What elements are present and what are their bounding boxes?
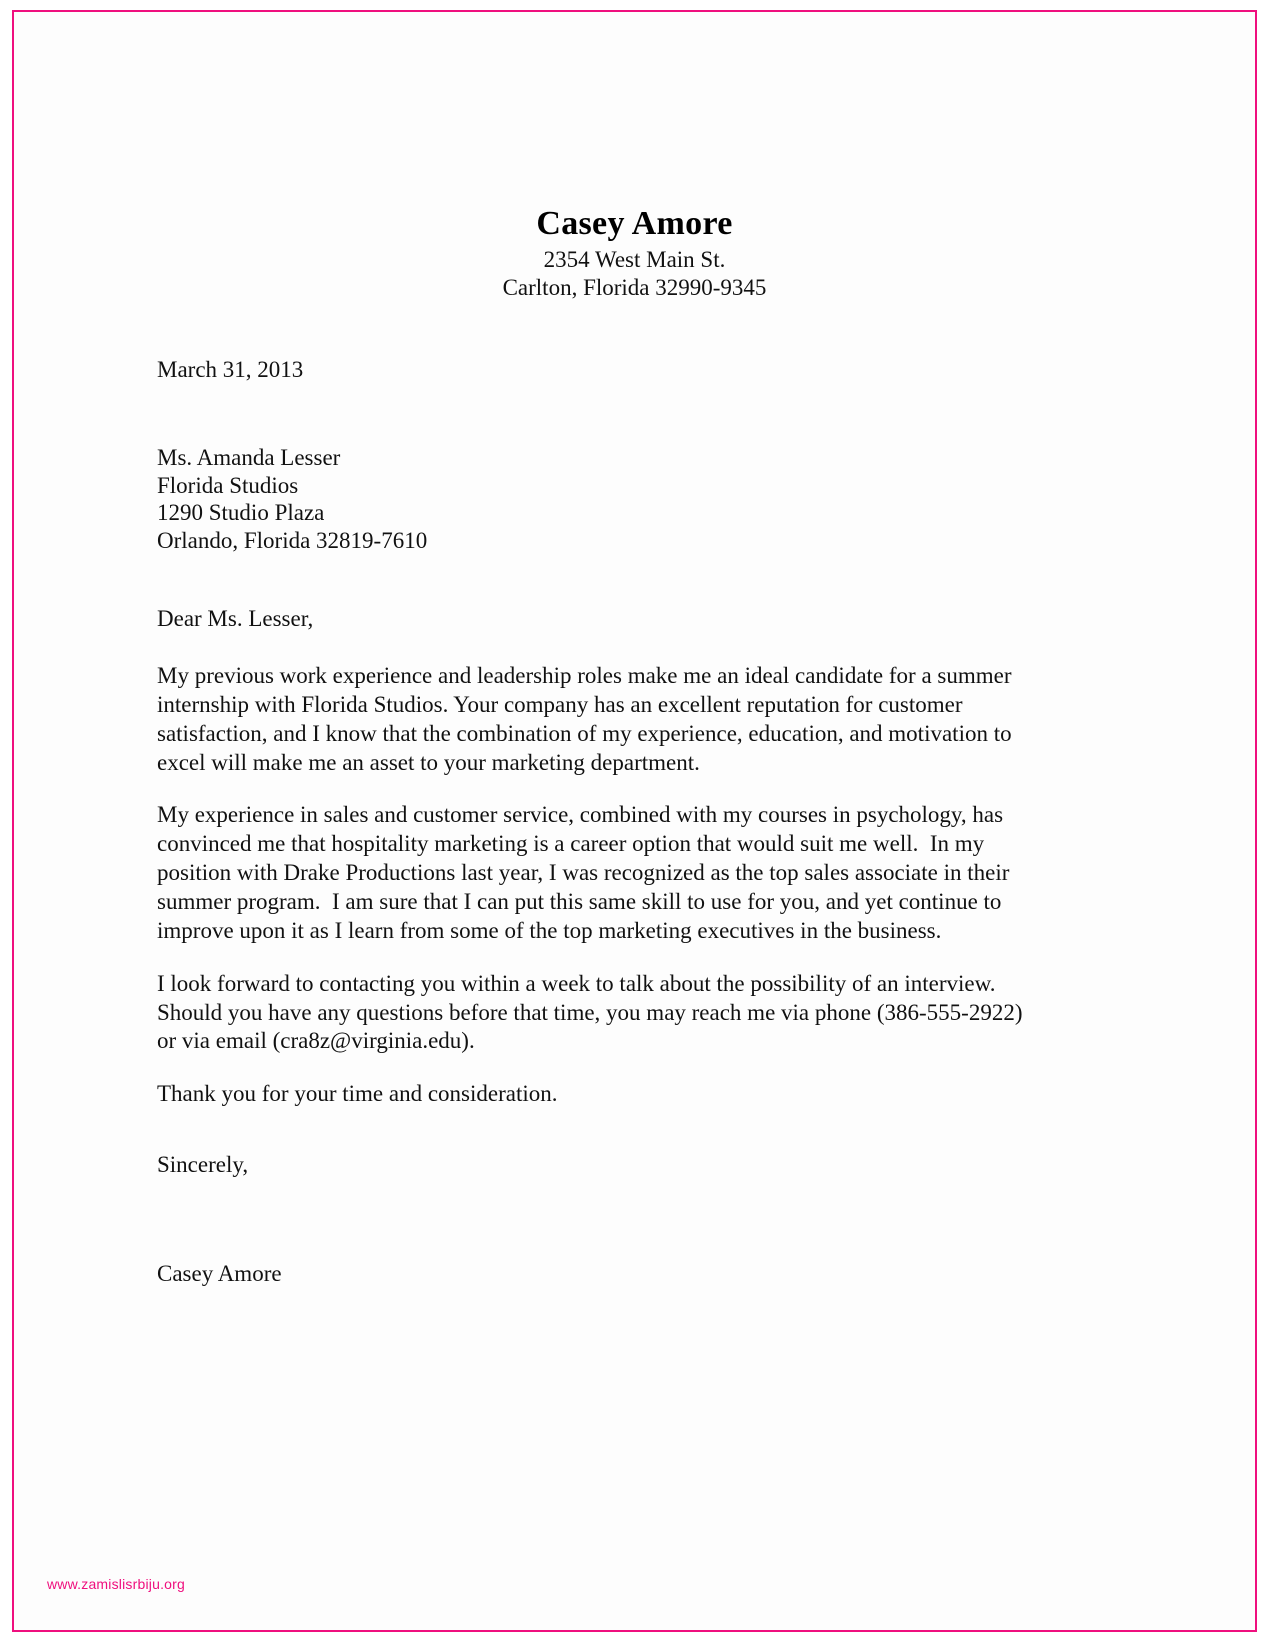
sender-city-state-zip: Carlton, Florida 32990-9345 bbox=[502, 275, 767, 301]
recipient-address-block bbox=[157, 444, 427, 554]
paragraph-1: My previous work experience and leadership roles make me an ideal candidate for a summer internship with Florida Studios. Your company has an excellent reputation for customer satisfaction, and I know that the combination of my experience, education, and motivation to excel will make me an asset to your marketing department. bbox=[157, 663, 1018, 775]
paragraph-4: Thank you for your time and consideration. bbox=[157, 1081, 558, 1107]
letter-date: March 31, 2013 bbox=[157, 357, 304, 382]
document-page-border bbox=[12, 10, 1257, 1632]
paragraph-3: I look forward to contacting you within a week to talk about the possibility of an interview. Should you have any questions before that time, you may reach me via phone (386-555-2922) or via email (cra8z@virginia.edu). bbox=[157, 970, 1029, 1054]
sender-street-address: 2354 West Main St. bbox=[543, 247, 726, 273]
letter-paragraphs bbox=[157, 662, 1047, 1109]
recipient-street-address: 1290 Studio Plaza bbox=[157, 500, 325, 526]
watermark-url: www.zamislisrbiju.org bbox=[47, 1576, 186, 1592]
signature-name: Casey Amore bbox=[157, 1261, 282, 1286]
closing-line: Sincerely, bbox=[157, 1152, 249, 1177]
letterhead bbox=[14, 204, 1255, 302]
salutation: Dear Ms. Lesser, bbox=[157, 606, 314, 631]
sender-name: Casey Amore bbox=[536, 205, 733, 242]
recipient-name: Ms. Amanda Lesser bbox=[157, 445, 341, 470]
recipient-company: Florida Studios bbox=[157, 472, 299, 498]
paragraph-2: My experience in sales and customer service, combined with my courses in psychology, has convinced me that hospitality marketing is a career option that would suit me well. In my position with Drake Productions last year, I was recognized as the top sales associate in their summer program. I am sure that I can put this same skill to use for you, and yet continue to improve upon it as I learn from some of the top marketing executives in the business. bbox=[157, 802, 1016, 943]
letter-sheet bbox=[14, 12, 1255, 1630]
recipient-city-state-zip: Orlando, Florida 32819-7610 bbox=[157, 527, 428, 553]
